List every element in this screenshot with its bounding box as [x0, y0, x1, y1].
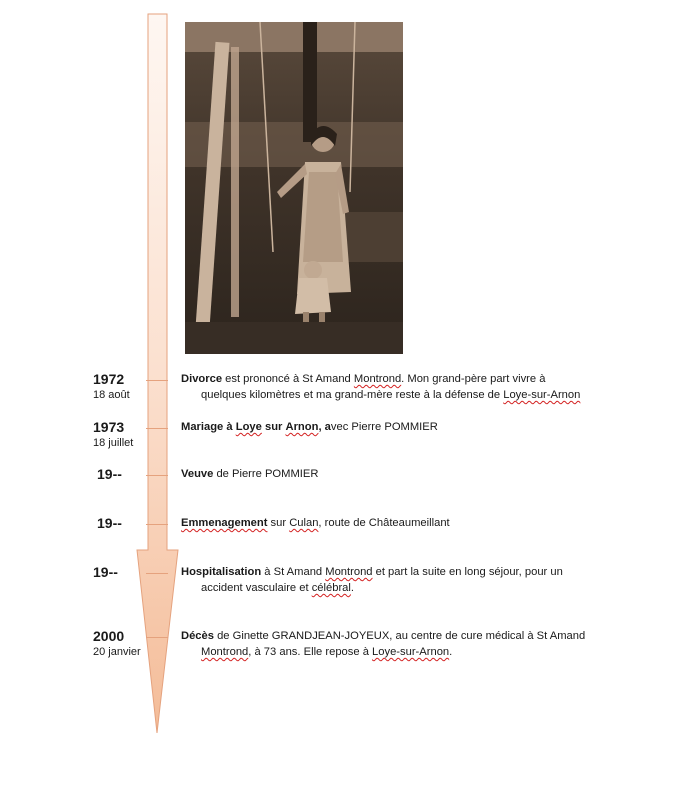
text-segment: . Mon grand-père part vivre à: [401, 373, 546, 385]
text-segment: vec Pierre POMMIER: [330, 421, 438, 433]
text-segment: Veuve: [181, 468, 214, 480]
text-segment: , route de Châteaumeillant: [318, 517, 450, 529]
description-line-1: [181, 466, 621, 482]
text-segment: et part la suite en long séjour, pour un: [372, 566, 563, 578]
text-segment: célébral: [311, 582, 351, 594]
timeline-tick: [146, 380, 168, 381]
description-line-1: [181, 419, 621, 435]
text-segment: sur: [264, 421, 283, 433]
text-segment: Décès: [181, 630, 214, 642]
text-segment: Montrond: [325, 566, 373, 578]
text-segment: Montrond: [201, 646, 249, 658]
text-segment: Hospitalisation: [181, 566, 262, 578]
text-segment: est prononcé à St Amand: [222, 373, 354, 385]
text-segment: , à 73 ans. Elle repose à: [248, 646, 373, 658]
entry-description: [181, 466, 621, 482]
text-segment: de Pierre POMMIER: [213, 468, 319, 480]
entry-year: 2000: [93, 628, 125, 644]
description-line-1: [181, 628, 621, 644]
text-segment: quelques kilomètres et ma grand-mère reste à la défense de: [201, 389, 504, 401]
description-line-2: [181, 387, 621, 403]
entry-date: 18 juillet: [93, 437, 134, 449]
entry-year: 1973: [93, 419, 125, 435]
text-segment: Loye: [235, 421, 262, 433]
entry-description: [181, 628, 621, 660]
entry-year: 1972: [93, 371, 125, 387]
description-line-1: [181, 371, 621, 387]
entry-description: [181, 371, 621, 403]
text-segment: Divorce: [181, 373, 223, 385]
timeline-tick: [146, 573, 168, 574]
text-segment: , a: [318, 421, 331, 433]
text-segment: sur: [267, 517, 290, 529]
timeline-tick: [146, 475, 168, 476]
description-line-1: [181, 564, 621, 580]
text-segment: Mariage: [181, 421, 224, 433]
text-segment: à St Amand: [261, 566, 326, 578]
entry-description: [181, 515, 621, 531]
entry-year: 19--: [97, 466, 122, 482]
text-segment: Culan: [289, 517, 319, 529]
entry-description: [181, 419, 621, 435]
text-segment: accident vasculaire et: [201, 582, 312, 594]
timeline-tick: [146, 524, 168, 525]
text-segment: Loye-sur-Arnon: [503, 389, 581, 401]
text-segment: à: [226, 421, 233, 433]
text-segment: Arnon: [285, 421, 319, 433]
text-segment: Montrond: [353, 373, 402, 385]
entry-year: 19--: [93, 564, 118, 580]
text-segment: de Ginette GRANDJEAN-JOYEUX, au centre de cure médical à St Amand: [213, 630, 586, 642]
family-photo: [185, 22, 403, 354]
description-line-2: [181, 580, 621, 596]
description-line-2: [181, 644, 621, 660]
text-segment: .: [350, 582, 354, 594]
text-segment: .: [449, 646, 453, 658]
timeline-tick: [146, 428, 168, 429]
entry-date: 18 août: [93, 389, 130, 401]
timeline-tick: [146, 637, 168, 638]
entry-year: 19--: [97, 515, 122, 531]
text-segment: Emmenagement: [181, 517, 268, 529]
entry-date: 20 janvier: [93, 646, 141, 658]
entry-description: [181, 564, 621, 596]
description-line-1: [181, 515, 621, 531]
text-segment: Loye-sur-Arnon: [372, 646, 450, 658]
